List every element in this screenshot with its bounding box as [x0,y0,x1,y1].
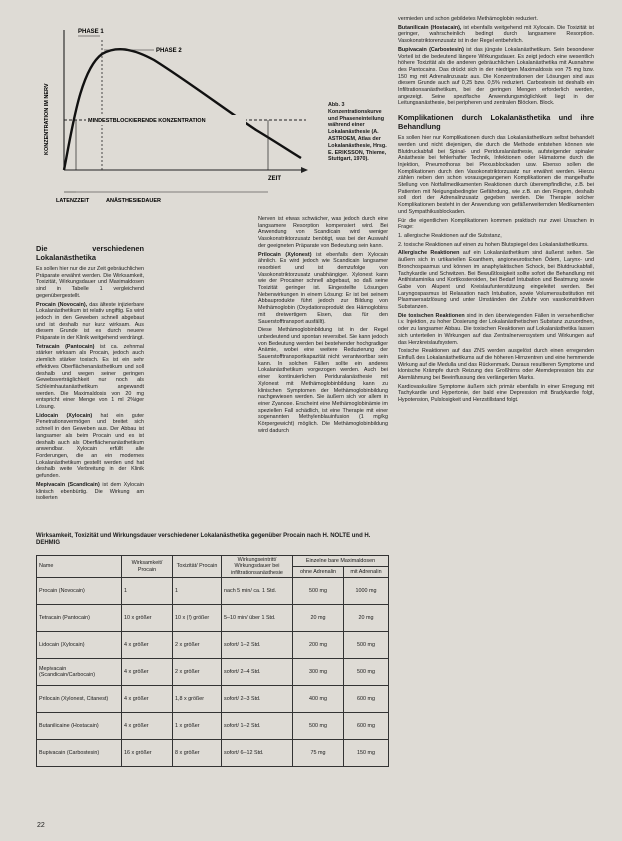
table-cell-toxicity: 10 x (!) größer [173,605,222,632]
paragraph: Es sollen hier nur Komplikationen durch das Lokalanästhetikum selbst behandelt werden und nicht diejenigen, die durch die Methode entstehen können wie Blutdruckabfall bei Spinal- und Periduralanästhesie, aufsteigender spinaler Anästhesie bei fehlerhafter Technik, Infektionen oder Hämatome durch die Injektion, Pneumothorax bei Plexusblockaden usw. Ebenso sollen die Komplikationen durch den Vasokonstriktorzusatz nur erwähnt werden. Hierzu zählen neben den schon vorausgegangenen Komplikationen die mangelhafte Stellung von Notfallmedikamenten Reaktionen durch überempfindliche, z.B. bei Patienten mit Neigungsbedingter Gefährdung, wie z.B. an den Fingern, deshalb soll dort der Adrenalinzusatz gegeben werden. Die Therapie solcher Komplikationen besteht in der Anwendung von gefäßerweiternden Medikamenten und Sympathikusblockaden. [398,135,594,215]
paragraph [398,250,594,310]
table-cell-toxicity: 1 [173,578,222,605]
paragraph: vermieden und schon gebildetes Methämoglobin reduziert. [398,16,538,22]
table-cell-without: 20 mg [293,605,344,632]
toxicity-table [36,555,389,767]
paragraph: Nerven ist etwas schwächer, was jedoch durch eine langsamere Resorption kompensiert wird. Bei Anwendung von Scandicain wird weniger Vasokonstriktorzusatz benötigt, was bei der Auswahl der geeigneten Präparate von Bedeutung sein kann. [258,216,388,249]
term-prilocain: Prilocain (Xylonest) [258,251,312,258]
table-cell-onset: sofort/ 6–12 Std. [222,740,293,767]
paragraph: Es sollen hier nur die zur Zeit gebräuchlichen Präparate erwähnt werden. Die Wirksamkeit, Toxizität, Wirkungsdauer und Maximaldosen sind in Tabelle 1 vergleichend gegenübergestellt. [36,266,144,299]
column-header-maxdose: Einzelne bare Maximaldosen [293,556,389,567]
paragraph-text: ist ebenfalls weitgehend mit Xylocain. Die Toxizität ist geringer, wahrscheinlich bedingt durch langsamere Resorption. Vasokonstriktorenzusatz ist in der Regel entbehrlich. [398,24,594,45]
paragraph-text: ist das jüngste Lokalanästhetikum. Sein besonderer Vorteil ist die bedeutend längere Wirkungsdauer. Es zeigt jedoch eine wesentlich höhere Toxizität als die anderen gebräuchlichen Lokalanästhetika mit Ausnahme des Pantocains. Das drückt sich in der niedrigen Maximaldosis von 75 mg bzw. 150 mg mit Adrenalinzusatz aus. Die Konzentrationen der Lösungen sind aus diesem Grunde auch auf 0,25 bzw. 0,5% reduziert. Carbostesin ist deshalb ein Infiltrationsanästhetikum, bei der geringen Mengen erforderlich werden, angezeigt. Seine spezifische Anwendungsmöglichkeit liegt in der Leitungsanästhesie, bei peripheren und zentralen Blöcken. Block. [398,46,594,107]
table-cell-name: Tetracain (Pantocain) [37,605,122,632]
table-cell-potency: 16 x größer [122,740,173,767]
paragraph [36,413,144,480]
table-cell-without: 400 mg [293,686,344,713]
table-cell-toxicity: 1,8 x größer [173,686,222,713]
paragraph [398,25,594,45]
term-lidocain: Lidocain (Xylocain) [36,412,93,419]
table-cell-potency: 4 x größer [122,659,173,686]
paragraph [258,252,388,326]
page-number: 22 [37,822,45,829]
column-header-potency: Wirksamkeit/ Procain [122,556,173,578]
paragraph-text: ist ebenfalls dem Xylocain ähnlich. Es wird jedoch wie Scandicain langsamer resorbiert und ist demzufolge von Vasokonstriktorzusatz unabhängiger. Xylonest kann wie der Procainer schnell abgebaut, so daß seine Toxizität geringer ist. Eingestellte Lösungen Nebenwirkungen in einem Lösung: Er ist bei seinem Abbauprodukte führt jedoch zur Bildung von Methämoglobin (Oxydationsprodukt des Hämoglobins mit dreiwertigem Eisen, das für den Sauerstofftransport ausfällt). [258,251,388,325]
paragraph: Toxische Reaktionen auf das ZNS werden ausgelöst durch einen erregenden Einfluß des Lokalanästhetikums auf die höheren Hirnzentren und eine hemmende Wirkung auf die Medulla und das Rückenmark. Daraus resultieren Symptome und klonische Krämpfe durch Reizung des Großhirns oder Atemdepression bis zur Atemlähmung bei Beeinflussung des verlängerten Marks. [398,348,594,382]
column-header-toxicity: Toxizität/ Procain [173,556,222,578]
latency-label: LATENZZEIT [56,198,90,204]
table-cell-potency: 4 x größer [122,686,173,713]
table-row [37,605,389,632]
figure-caption: Abb. 3 Konzentrationskurve und Phaseneinteilung während einer Lokalanästhesie (A. ASTROEM, Atlas der Lokalanästhesie, Hrsg. E. ERIKSSON, Thieme, Stuttgart, 1970). [328,102,387,163]
table-row [37,659,389,686]
paragraph [398,47,594,107]
concentration-curve [64,49,301,170]
text-column-2 [258,216,388,528]
table-cell-without: 75 mg [293,740,344,767]
table-cell-onset: 5–10 min/ über 1 Std. [222,605,293,632]
table-cell-name: Prilocain (Xylonest, Citanest) [37,686,122,713]
table-title: Wirksamkeit, Toxizität und Wirkungsdauer verschiedener Lokalanästhetika gegenüber Procain nach H. NOLTE und H. DEHMIG [36,533,371,547]
table-cell-toxicity: 2 x größer [173,632,222,659]
table-cell-potency: 1 [122,578,173,605]
table-row [37,578,389,605]
table-cell-onset: sofort/ 2–3 Std. [222,686,293,713]
table-row [37,740,389,767]
text-column-1 [36,244,144,526]
table-cell-with: 150 mg [343,740,388,767]
duration-label: ANÄSTHESIEDAUER [106,198,162,204]
phase2-label: PHASE 2 [156,48,182,54]
paragraph-text: hat ein guter Penetrationsvermögen und breitet sich schnell in den Geweben aus. Der Abbau ist langsamer als beim Procain und es ist deshalb auch als Oberflächenanästhetikum anwendbar. Xylocain erfüllt alle Forderungen, die an ein modernes Lokalanästhetikum gestellt werden und hat deshalb weite Verbreitung in der Klinik gefunden. [36,412,144,480]
table-cell-with: 600 mg [343,686,388,713]
column-header-name: Name [37,556,122,578]
column-header-with-adrenalin: mit Adrenalin [343,567,388,578]
table-cell-toxicity: 1 x größer [173,713,222,740]
table-cell-with: 1000 mg [343,578,388,605]
table-cell-with: 500 mg [343,632,388,659]
table-cell-onset: sofort/ 1–2 Std. [222,632,293,659]
phase1-label: PHASE 1 [78,29,104,35]
list-item: 1. allergische Reaktionen auf die Substanz, [398,232,502,239]
term-procain: Procain (Novocain), [36,301,88,308]
concentration-curve-figure [36,20,321,220]
table-cell-name: Lidocain (Xylocain) [37,632,122,659]
table-cell-onset: sofort/ 2–4 Std. [222,659,293,686]
table-cell-toxicity: 8 x größer [173,740,222,767]
table-cell-without: 200 mg [293,632,344,659]
paragraph: Kardiovaskuläre Symptome äußern sich primär ebenfalls in einer Erregung mit Tachykardie und Hypertonie, der bald eine Depression mit Bradykardie folgt, Hypotension, Pulslosigkeit und Herzstillstand folgt. [398,383,594,404]
table-cell-name: Butanilicaine (Hostacain) [37,713,122,740]
table-cell-name: Procain (Novocain) [37,578,122,605]
term-tetracain: Tetracain (Pantocain) [36,343,95,350]
table-body [37,578,389,767]
table-cell-without: 500 mg [293,578,344,605]
text-column-3 [398,16,594,836]
threshold-label: MINDESTBLOCKIERENDE KONZENTRATION [88,118,206,124]
paragraph-text: ist dem Xylocain klinisch ebenbürtig. Die Wirkung am isolierten [36,481,144,502]
paragraph [36,344,144,411]
table-cell-potency: 10 x größer [122,605,173,632]
table-row [37,713,389,740]
table-cell-potency: 4 x größer [122,632,173,659]
term-allergic: Allergische Reaktionen [398,250,460,257]
table-cell-with: 600 mg [343,713,388,740]
table-row [37,686,389,713]
table-cell-with: 500 mg [343,659,388,686]
table-cell-potency: 4 x größer [122,713,173,740]
paragraph-text: sind in den überwiegenden Fällen in versehentlicher i.v. Injektion, zu hoher Dosierung der Lokalanästhetischen Substanz zuzuordnen, oder zu langsamer Abbau. Die toxischen Reaktionen auf Lokalanästhetika lassen sich unterteilen in Wirkungen auf das Zentralnervensystem und Wirkungen auf das Herzkreislaufsystem. [398,312,594,346]
paragraph-text: das älteste injizierbare Lokalanästhetikum ist relativ ungiftig. Es wird jedoch in den Geweben schnell abgebaut und ist deshalb nur kurz wirksam. Aus diesem Grunde ist es durch neuere Präparate in der Klinik weitgehend verdrängt. [36,301,144,342]
term-bupivacain: Bupivacain (Carbostesin) [398,46,464,53]
column-header-onset: Wirkungseintritt/ Wirkungsdauer bei infiltrationsanästhesie [222,556,293,578]
table-row [37,632,389,659]
column-header-without-adrenalin: ohne Adrenalin [293,567,344,578]
time-label: ZEIT [268,176,281,182]
x-axis-arrow [301,167,308,173]
y-axis-label: KONZENTRATION IM NERV [44,83,50,155]
paragraph: Diese Methämoglobinbildung ist in der Regel unbedeutend und spontan reversibel. Sie kann jedoch von Bedeutung werden bei bestehender hochgradiger Anämie, wobei eine weitere Reduzierung der Sauerstofftransportkapazität nicht verantwortbar sein kann. In solchen Fällen sollte ein anderes Lokalanästhetikum vorgezogen werden. Auch bei einer kontinuierlichen Periduralanästhesie mit Xylonest mit Methämoglobinbildung kann zu klinischen Symptomen der Methämoglobinbildung nachgewiesen werden. Sie äußern sich vor allem in einer Zyanose. Erscheint eine Methämoglobinämie im speziellen Fall schädlich, ist eine Therapie mit einer sogenannten Methylenblauinfusion (1 mg/kg Körpergewicht) möglich. Die Methämoglobinbildung wird dadurch [258,327,388,434]
term-mepivacain: Mepivacain (Scandicain) [36,481,100,488]
table-cell-name: Mepivacain (Scandicain/Carbocain) [37,659,122,686]
list-item: 2. toxische Reaktionen auf einen zu hohen Blutspiegel des Lokalanästhetikums. [398,241,589,248]
table-cell-name: Bupivacain (Carbostesin) [37,740,122,767]
paragraph [36,302,144,342]
table-cell-onset: nach 5 min/ ca. 1 Std. [222,578,293,605]
paragraph: Für die eigentlichen Komplikationen kommen praktisch nur zwei Ursachen in Frage: [398,217,594,231]
table-cell-without: 500 mg [293,713,344,740]
term-butanilicain: Butanilicain (Hostacain), [398,24,462,31]
paragraph [36,482,144,502]
table-header-row [37,556,389,567]
section-heading-agents: Die verschiedenen Lokalanästhetika [36,244,144,262]
section-heading-complications: Komplikationen durch Lokalanästhetika und ihre Behandlung [398,113,594,132]
paragraph-text: ist ca. zehnmal stärker wirksam als Procain, jedoch auch ziemlich stärker toxisch. Es ist ein sehr effektives Oberflächenanästhetikum und soll deshalb und wegen seiner geringen Gewebsverträglichkeit nur noch als Schleimhautanästhetikum angewandt werden. Die Maximaldosis von 20 mg entspricht einer Menge von 1 ml 2%iger Lösung. [36,343,144,411]
paragraph [398,313,594,347]
paragraph-text: auf ein Lokalanästhetikum sind äußerst selten. Sie äußern sich in urtikariellen Exanthem, angioneurotischen Ödem, Larynx- und Bronchospasmus und können im anaphylaktischen Schock, bei Blutdruckabfall, Tachykardie und Schwitzen. Bei Bewußtlosigkeit sollte sofort die Behandlung mit Antihistaminika und Kortikosteroiden, bei Bedarf Intubation und Beatmung sowie Gabe von Alupent und Kreislaufunterstützung eingeleitet werden. Bei Laryngospasmus ist Relaxation nach Intubation, sowie Volumensubstitution mit Plasmaersatzlösung und unter Umständen der Zufuhr von vasokonstriktiven Substanzen. [398,250,594,311]
table-cell-without: 300 mg [293,659,344,686]
table-cell-with: 20 mg [343,605,388,632]
table-cell-onset: sofort/ 1–2 Std. [222,713,293,740]
table-cell-toxicity: 2 x größer [173,659,222,686]
term-toxic: Die toxischen Reaktionen [398,312,465,319]
